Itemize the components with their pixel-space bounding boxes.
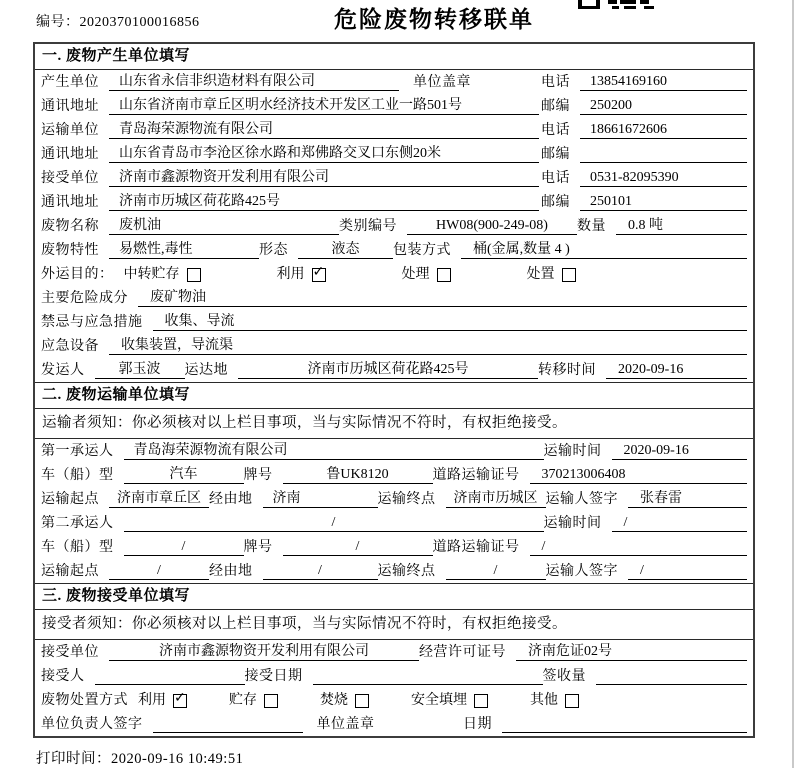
field-label: 接受日期: [244, 669, 303, 684]
checkbox-option: [402, 266, 451, 283]
checkbox-checked-icon: [312, 263, 326, 282]
checkbox-empty-icon: [474, 694, 488, 708]
field-label: 运输单位: [41, 123, 99, 138]
field-value: /: [109, 562, 209, 580]
form-row: [35, 712, 753, 736]
field-value: 液态: [298, 241, 393, 259]
field-value: 济南市历城区荷花路425号: [109, 193, 539, 211]
section-header: 二. 废物运输单位填写: [35, 383, 753, 409]
check-mark-icon: ✓: [312, 263, 325, 280]
field-label: 类别编号: [339, 219, 397, 234]
document-number-value: 2020370100016856: [79, 15, 200, 30]
field-value: 易燃性,毒性: [109, 241, 259, 259]
field-label: 签收量: [542, 669, 586, 684]
field-value: [502, 716, 747, 733]
section-header: 三. 废物接受单位填写: [35, 584, 753, 610]
document-header: [0, 0, 796, 40]
field-label: 形态: [259, 243, 288, 258]
field-label: 废物特性: [41, 243, 99, 258]
checkbox-empty-icon: [562, 268, 576, 282]
notice-text: 接受者须知：你必须核对以上栏目事项，当与实际情况不符时，有权拒绝接受。: [35, 610, 753, 640]
checkbox-option: [411, 692, 488, 709]
field-label: 运输人签字: [545, 492, 618, 507]
field-value: 郭玉波: [95, 361, 185, 379]
field-label: 单位负责人签字: [41, 717, 143, 732]
field-label: 日期: [463, 717, 492, 732]
field-label: 牌号: [243, 468, 273, 483]
field-label: 电话: [541, 123, 570, 138]
field-value: [580, 146, 747, 163]
field-label: 运输终点: [377, 492, 436, 507]
form-row: [35, 640, 753, 664]
form-section: [35, 44, 753, 382]
checkbox-label: 其他: [530, 693, 558, 708]
checkbox-option: [527, 266, 576, 283]
field-value: 250200: [580, 97, 747, 115]
field-value: [95, 668, 245, 685]
qr-code-fragment-icon: [578, 0, 654, 16]
checkbox-option: [138, 689, 187, 709]
field-label: 运输人签字: [545, 564, 618, 579]
field-label: 运输起点: [41, 564, 99, 579]
field-value: HW08(900-249-08): [407, 217, 577, 235]
field-value: 山东省青岛市李沧区徐水路和郑佛路交叉口东侧20米: [109, 145, 539, 163]
form-row: [35, 334, 753, 358]
form-row: [35, 511, 753, 535]
checkbox-empty-icon: [437, 268, 451, 282]
field-value: [596, 668, 747, 685]
checkbox-label: 中转贮存: [123, 267, 180, 282]
form-row: [35, 310, 753, 334]
field-value: 鲁UK8120: [283, 466, 433, 484]
field-value: /: [446, 562, 546, 580]
field-value: /: [612, 514, 748, 532]
field-label: 通讯地址: [41, 195, 99, 210]
field-value: 0.8 吨: [616, 217, 747, 235]
field-value: 山东省永信非织造材料有限公司: [109, 73, 399, 91]
field-label: 产生单位: [41, 75, 99, 90]
field-value: /: [263, 562, 378, 580]
field-label: 第二承运人: [41, 516, 114, 531]
form-row: [35, 535, 753, 559]
field-value: /: [283, 538, 433, 556]
checkbox-checked-icon: [173, 689, 187, 708]
checkbox-option: [530, 692, 579, 709]
print-time-value: 2020-09-16 10:49:51: [111, 751, 244, 767]
checkbox-empty-icon: [264, 694, 278, 708]
field-value: 收集、导流: [153, 313, 748, 331]
field-value: /: [124, 538, 244, 556]
form-row: [35, 286, 753, 310]
field-label: 车（船）型: [41, 540, 114, 555]
section-header: 一. 废物产生单位填写: [35, 44, 753, 70]
field-value: 370213006408: [530, 466, 748, 484]
checkbox-label: 利用: [276, 267, 305, 282]
field-value: 废矿物油: [138, 289, 747, 307]
field-value: [153, 716, 303, 733]
field-label: 道路运输证号: [432, 540, 520, 555]
field-value: 2020-09-16: [612, 442, 748, 460]
field-label: 经由地: [209, 492, 253, 507]
field-value: /: [628, 562, 747, 580]
field-label: 禁忌与应急措施: [41, 315, 143, 330]
field-label: 应急设备: [41, 339, 99, 354]
check-mark-icon: ✓: [174, 689, 186, 706]
checkbox-label: 处理: [401, 267, 430, 282]
field-value: 2020-09-16: [606, 361, 747, 379]
field-value: 18661672606: [580, 121, 747, 139]
form-row: [35, 118, 753, 142]
field-label: 第一承运人: [41, 444, 114, 459]
form-section: [35, 583, 753, 736]
field-label: 电话: [541, 75, 570, 90]
field-value: 0531-82095390: [580, 169, 747, 187]
form-row: [35, 238, 753, 262]
form-row: [35, 70, 753, 94]
field-label: 单位盖章: [316, 717, 375, 732]
field-label: 车（船）型: [41, 468, 114, 483]
field-label: 道路运输证号: [432, 468, 520, 483]
checkbox-option: [320, 692, 369, 709]
document-number: [36, 11, 200, 31]
field-value: 张春雷: [628, 490, 747, 508]
field-value: 济南市鑫源物资开发利用有限公司: [109, 643, 419, 661]
checkbox-label: 利用: [138, 693, 166, 708]
form-row: [35, 142, 753, 166]
field-value: 济南危证02号: [516, 643, 747, 661]
checkbox-empty-icon: [187, 268, 201, 282]
field-label: 主要危险成分: [41, 291, 128, 306]
field-value: [313, 668, 543, 685]
checkbox-label: 处置: [526, 267, 555, 282]
print-time: [36, 747, 243, 768]
field-label: 经由地: [209, 564, 253, 579]
field-label: 发运人: [41, 363, 85, 378]
form-section: [35, 382, 753, 583]
form-row: [35, 664, 753, 688]
field-value: 桶(金属,数量 4 ): [461, 241, 747, 259]
field-label: 单位盖章: [413, 75, 471, 90]
field-label: 运输终点: [377, 564, 436, 579]
field-value: 济南市鑫源物资开发利用有限公司: [109, 169, 539, 187]
form-row-checkboxes: [35, 262, 753, 286]
field-value: /: [124, 514, 544, 532]
field-label: 外运目的：: [41, 267, 114, 282]
field-label: 废物名称: [41, 219, 99, 234]
field-value: 山东省济南市章丘区明水经济技术开发区工业一路501号: [109, 97, 539, 115]
form-row: [35, 94, 753, 118]
field-label: 废物处置方式: [41, 693, 128, 708]
field-label: 数量: [577, 219, 606, 234]
form-row: [35, 559, 753, 583]
checkbox-option: [124, 266, 201, 283]
field-label: 邮编: [541, 195, 570, 210]
form-row: [35, 463, 753, 487]
field-value: 济南市历城区荷花路425号: [238, 361, 538, 379]
notice-text: 运输者须知：你必须核对以上栏目事项，当与实际情况不符时，有权拒绝接受。: [35, 409, 753, 439]
field-label: 运输起点: [41, 492, 99, 507]
checkbox-label: 贮存: [229, 693, 257, 708]
field-value: 青岛海荣源物流有限公司: [109, 121, 539, 139]
field-label: 通讯地址: [41, 99, 99, 114]
form-row: [35, 439, 753, 463]
field-value: 青岛海荣源物流有限公司: [124, 442, 544, 460]
field-label: 运达地: [184, 363, 228, 378]
form-row: [35, 190, 753, 214]
checkbox-empty-icon: [355, 694, 369, 708]
field-label: 经营许可证号: [419, 645, 506, 660]
field-value: 250101: [580, 193, 747, 211]
field-label: 通讯地址: [41, 147, 99, 162]
waste-transfer-form: [33, 42, 755, 738]
field-value: /: [530, 538, 748, 556]
field-label: 邮编: [541, 147, 570, 162]
field-label: 电话: [541, 171, 570, 186]
field-label: 运输时间: [543, 516, 602, 531]
page-title: 危险废物转移联单: [334, 7, 534, 32]
checkbox-option: [276, 263, 326, 283]
field-value: 收集装置，导流渠: [109, 337, 747, 355]
field-value: 济南市章丘区: [109, 490, 209, 508]
field-value: 济南: [263, 490, 378, 508]
checkbox-label: 焚烧: [320, 693, 348, 708]
form-row-checkboxes: [35, 688, 753, 712]
field-label: 包装方式: [393, 243, 451, 258]
document-number-label: 编号：: [36, 15, 80, 30]
field-value: 13854169160: [580, 73, 747, 91]
form-row: [35, 166, 753, 190]
field-label: 转移时间: [538, 363, 596, 378]
checkbox-option: [229, 692, 278, 709]
field-label: 接受单位: [41, 645, 99, 660]
field-value: 废机油: [109, 217, 339, 235]
form-row: [35, 214, 753, 238]
field-label: 邮编: [541, 99, 570, 114]
field-label: 接受单位: [41, 171, 99, 186]
field-label: 接受人: [41, 669, 85, 684]
field-label: 运输时间: [543, 444, 602, 459]
checkbox-empty-icon: [565, 694, 579, 708]
field-value: 汽车: [124, 466, 244, 484]
checkbox-label: 安全填埋: [411, 693, 467, 708]
form-row: [35, 358, 753, 382]
form-row: [35, 487, 753, 511]
field-value: 济南市历城区: [446, 490, 546, 508]
page-edge-line: [792, 0, 794, 768]
print-time-label: 打印时间：: [36, 751, 111, 767]
field-label: 牌号: [243, 540, 273, 555]
